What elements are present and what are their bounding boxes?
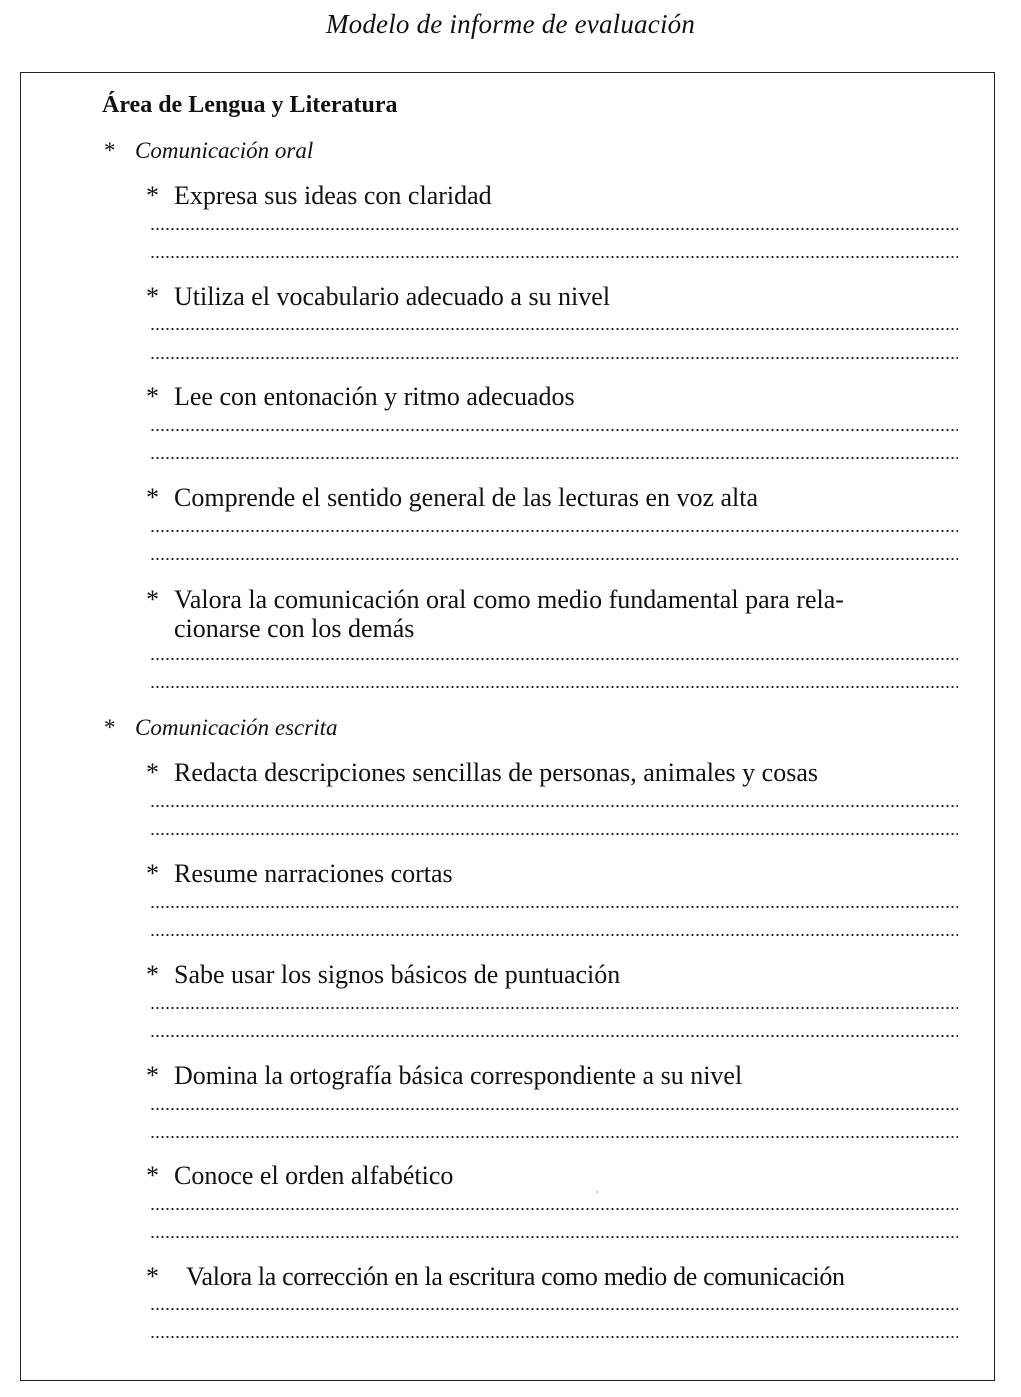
page-title: Modelo de informe de evaluación [325, 9, 696, 39]
criterion-item [146, 859, 966, 888]
section-heading-label: Comunicación oral [135, 138, 314, 163]
section-heading-escrita [104, 713, 338, 743]
answer-line[interactable] [150, 557, 958, 561]
answer-line[interactable] [150, 905, 958, 909]
criterion-label: Comprende el sentido general de las lecturas en voz alta [174, 483, 759, 512]
criterion-item [146, 282, 966, 311]
section-bullet: * [104, 715, 116, 740]
item-bullet: * [146, 483, 159, 512]
item-bullet: * [146, 282, 159, 311]
criterion-item [146, 960, 966, 989]
criterion-item [146, 1161, 966, 1190]
item-bullet: * [146, 1061, 159, 1090]
criterion-label: Valora la comunicación oral como medio fundamental para rela- cionarse con los demás [174, 585, 844, 643]
area-heading: Área de Lengua y Literatura [102, 92, 398, 118]
criterion-item [146, 585, 966, 643]
item-bullet: * [146, 1262, 159, 1291]
answer-line[interactable] [150, 327, 958, 331]
item-bullet: * [146, 758, 159, 787]
answer-line[interactable] [150, 529, 958, 533]
section-heading-oral [104, 136, 313, 166]
section-heading-label: Comunicación escrita [135, 715, 338, 740]
answer-line[interactable] [150, 832, 958, 836]
criterion-label: Domina la ortografía básica correspondiente a su nivel [174, 1061, 743, 1090]
criterion-label: Sabe usar los signos básicos de puntuación [174, 960, 621, 989]
criterion-label: Valora la corrección en la escritura como medio de comunicación [186, 1262, 845, 1291]
answer-line[interactable] [150, 1107, 958, 1111]
criterion-item [146, 758, 966, 787]
item-bullet: * [146, 181, 159, 210]
criterion-label: Redacta descripciones sencillas de personas, animales y cosas [174, 758, 818, 787]
answer-line[interactable] [150, 356, 958, 360]
criterion-item [146, 1262, 966, 1291]
item-bullet: * [146, 859, 159, 888]
answer-line[interactable] [150, 933, 958, 937]
criterion-item [146, 181, 966, 210]
criterion-label: Resume narraciones cortas [174, 859, 453, 888]
scan-speck [596, 1191, 598, 1193]
item-bullet: * [146, 1161, 159, 1190]
answer-line[interactable] [150, 227, 958, 231]
answer-line[interactable] [150, 456, 958, 460]
answer-line[interactable] [150, 685, 958, 689]
criterion-label: Expresa sus ideas con claridad [174, 181, 492, 210]
criterion-item [146, 483, 966, 512]
answer-line[interactable] [150, 1207, 958, 1211]
criterion-label: Utiliza el vocabulario adecuado a su nivel [174, 282, 611, 311]
answer-line[interactable] [150, 804, 958, 808]
answer-line[interactable] [150, 1034, 958, 1038]
criterion-label: Lee con entonación y ritmo adecuados [174, 382, 575, 411]
answer-line[interactable] [150, 428, 958, 432]
item-bullet: * [146, 960, 159, 989]
item-bullet: * [146, 585, 159, 614]
answer-line[interactable] [150, 1307, 958, 1311]
answer-line[interactable] [150, 1006, 958, 1010]
answer-line[interactable] [150, 657, 958, 661]
criterion-item [146, 1061, 966, 1090]
answer-line[interactable] [150, 1335, 958, 1339]
answer-line[interactable] [150, 1135, 958, 1139]
item-bullet: * [146, 382, 159, 411]
criterion-item [146, 382, 966, 411]
answer-line[interactable] [150, 255, 958, 259]
criterion-label: Conoce el orden alfabético [174, 1161, 454, 1190]
section-bullet: * [104, 138, 116, 163]
answer-line[interactable] [150, 1235, 958, 1239]
